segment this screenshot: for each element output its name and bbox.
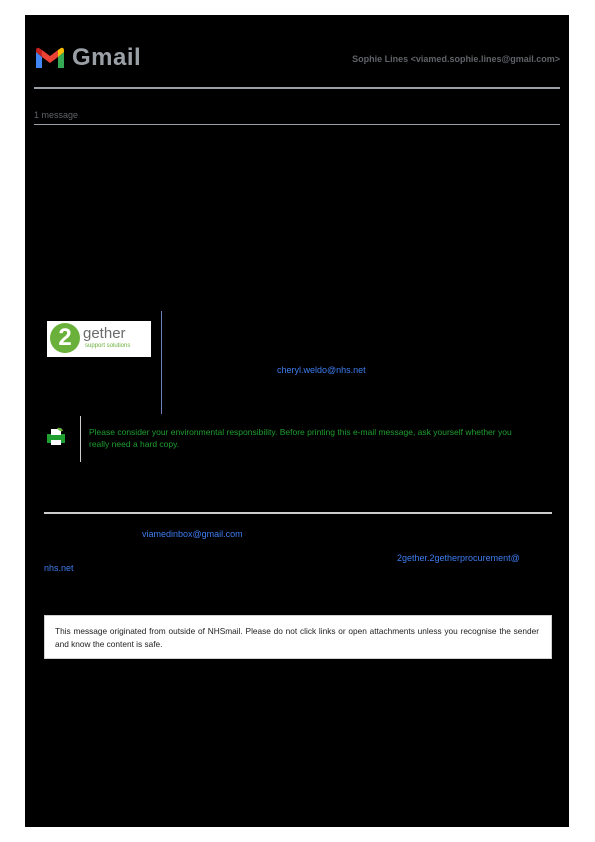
header-divider: [34, 87, 560, 89]
external-warning-box: [44, 615, 552, 659]
app-name: Gmail: [72, 44, 142, 71]
sender-address[interactable]: Sophie Lines <viamed.sophie.lines@gmail.com>: [352, 54, 560, 64]
quoted-email-link-2[interactable]: 2gether.2getherprocurement@: [397, 553, 520, 563]
signature-divider: [161, 311, 162, 414]
quote-divider: [44, 512, 552, 514]
message-count: 1 message: [34, 110, 79, 120]
eco-notice-text: Please consider your environmental responsibility. Before printing this e-mail message, ask yourself whether you really need a hard copy.: [89, 427, 512, 449]
external-warning-text: This message originated from outside of NHSmail. Please do not click links or open attachments unless you recognise the sender and know the content is safe.: [55, 626, 539, 649]
quoted-email-link-1[interactable]: viamedinbox@gmail.com: [142, 529, 243, 539]
signature-email-link[interactable]: cheryl.weldo@nhs.net: [277, 365, 366, 375]
logo-tagline: support solutions: [85, 343, 131, 349]
logo-number: 2: [50, 323, 80, 353]
gmail-logo-icon: [34, 46, 66, 70]
thread-divider: [34, 124, 560, 125]
eco-printer-icon: [45, 426, 67, 446]
email-print-page: [25, 15, 569, 827]
eco-divider: [80, 416, 81, 462]
logo-word: gether: [83, 325, 126, 342]
company-logo: [47, 321, 151, 357]
quoted-email-link-2-continued[interactable]: nhs.net: [44, 563, 74, 573]
